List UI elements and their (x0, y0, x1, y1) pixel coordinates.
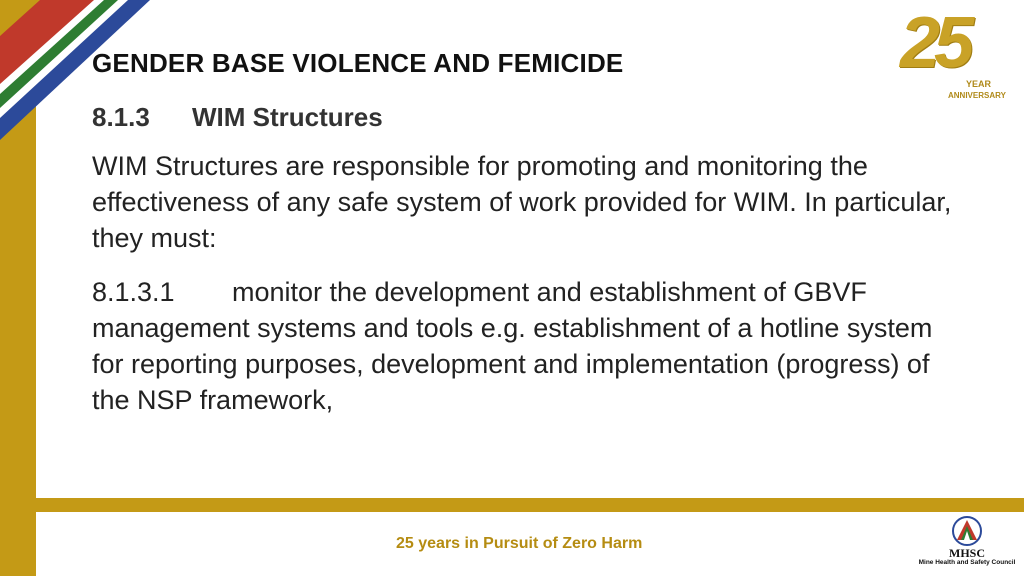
clause-paragraph (92, 274, 952, 418)
slide-title: GENDER BASE VIOLENCE AND FEMICIDE (92, 48, 624, 78)
intro-paragraph: WIM Structures are responsible for promoting and monitoring the effectiveness of any safe system of work provided for WIM. In particular, they must: (92, 151, 952, 253)
badge-number: 25 (900, 3, 969, 83)
mhsc-emblem-icon (950, 516, 984, 546)
bottom-gold-band (0, 498, 1024, 512)
section-heading (92, 102, 383, 133)
logo-abbreviation: MHSC (949, 546, 985, 560)
anniversary-badge-logo (896, 3, 1016, 104)
badge-year-label: YEAR (966, 79, 992, 89)
clause-number: 8.1.3.1 (92, 277, 175, 307)
section-number: 8.1.3 (92, 102, 150, 132)
logo-organization-name: Mine Health and Safety Council (918, 559, 1016, 566)
badge-anniversary-label: ANNIVERSARY (948, 91, 1006, 100)
clause-text: monitor the development and establishment of GBVF management systems and tools e.g. establishment of a hotline system for reporting purposes, development and implementation (progress) of the NSP framework, (92, 277, 933, 415)
section-title: WIM Structures (192, 102, 383, 132)
footer-tagline: 25 years in Pursuit of Zero Harm (396, 535, 643, 552)
mhsc-logo (912, 516, 1022, 574)
